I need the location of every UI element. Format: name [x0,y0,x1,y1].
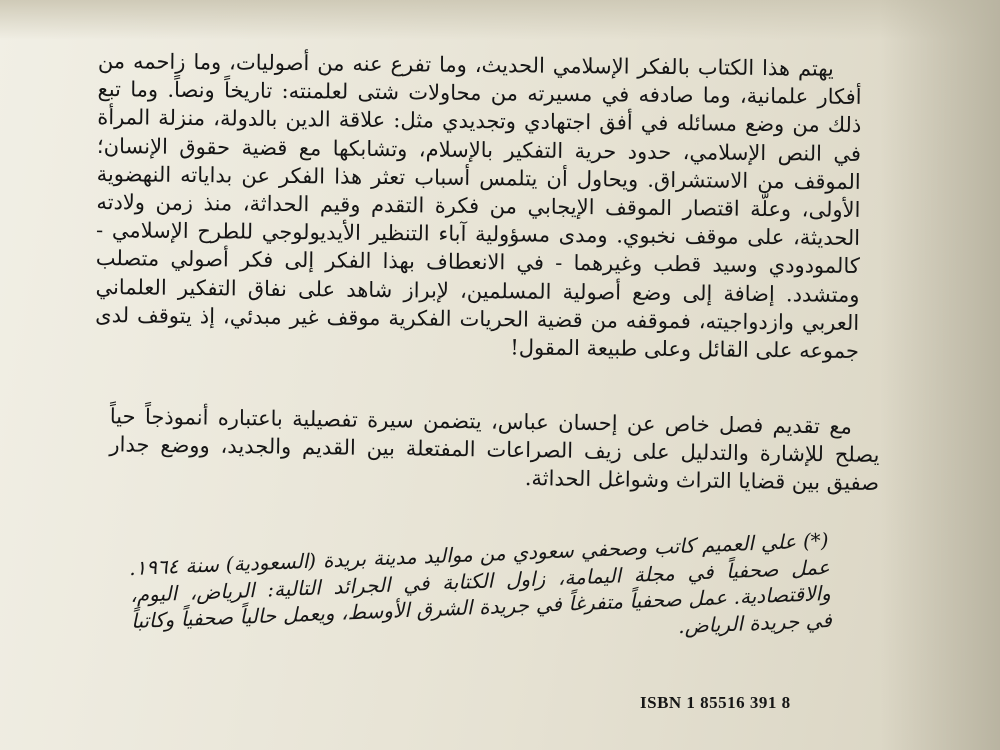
second-paragraph: مع تقديم فصل خاص عن إحسان عباس، يتضمن سيرة تفصيلية باعتباره أنموذجاً حياً يصلح للإشارة والتدليل على زيف الصراعات المفتعلة بين القديم والجديد، ووضع جدار صفيق بين قضايا التراث وشواغل الحداثة. [109,404,880,495]
isbn-number: ISBN 1 85516 391 8 [640,693,791,712]
main-description-block [95,47,862,365]
top-shadow [0,0,1000,40]
second-description-block [109,402,880,497]
author-footnote: (*) علي العميم كاتب وصحفي سعودي من مواليد مدينة بريدة (السعودية) سنة ١٩٦٤. عمل صحفياً في مجلة اليمامة، زاول الكتابة في الجرائد التالية: الرياض، اليوم، والاقتصادية. عمل صحفياً متفرغاً في جريدة الشرق الأوسط، ويعمل حالياً صحفياً وكاتباً في جريدة الرياض. [128,527,833,638]
main-paragraph: يهتم هذا الكتاب بالفكر الإسلامي الحديث، وما تفرع عنه من أصوليات، وما زاحمه من أفكار علمانية، وما صادفه في مسيرته من محاولات شتى لعلمنته: تاريخاً ونصاً. وما تبع ذلك من وضع مسائله في أفق اجتهادي وتجديدي مثل: علاقة الدين بالدولة، منزلة المرأة في النص الإسلامي، حدود حرية التفكير بالإسلام، وتشابكها مع قضية حقوق الإنسان؛ الموقف من الاستشراق. ويحاول أن يتلمس أسباب تعثر هذا الفكر عن بداياته النهضوية الأولى، وعلّة اقتصار الموقف الإيجابي من فكرة التقدم وقيم الحداثة، منذ زمن ولادته الحديثة، على موقف نخبوي. ومدى مسؤولية آباء التنظير الأيديولوجي للطرح الإسلامي - كالمودودي وسيد قطب وغيرهما - في الانعطاف بهذا الفكر إلى فكر أصولي متصلب ومتشدد. إضافة إلى وضع أصولية المسلمين، لإبراز شاهد على نفاق التفكير العلماني العربي وازدواجيته، فموقفه من قضية الحريات الفكرية موقف غير مبدئي، إذ يتوقف لدى جموعه على القائل وعلى طبيعة المقول! [95,48,862,364]
page-fold-shadow [880,0,1000,750]
